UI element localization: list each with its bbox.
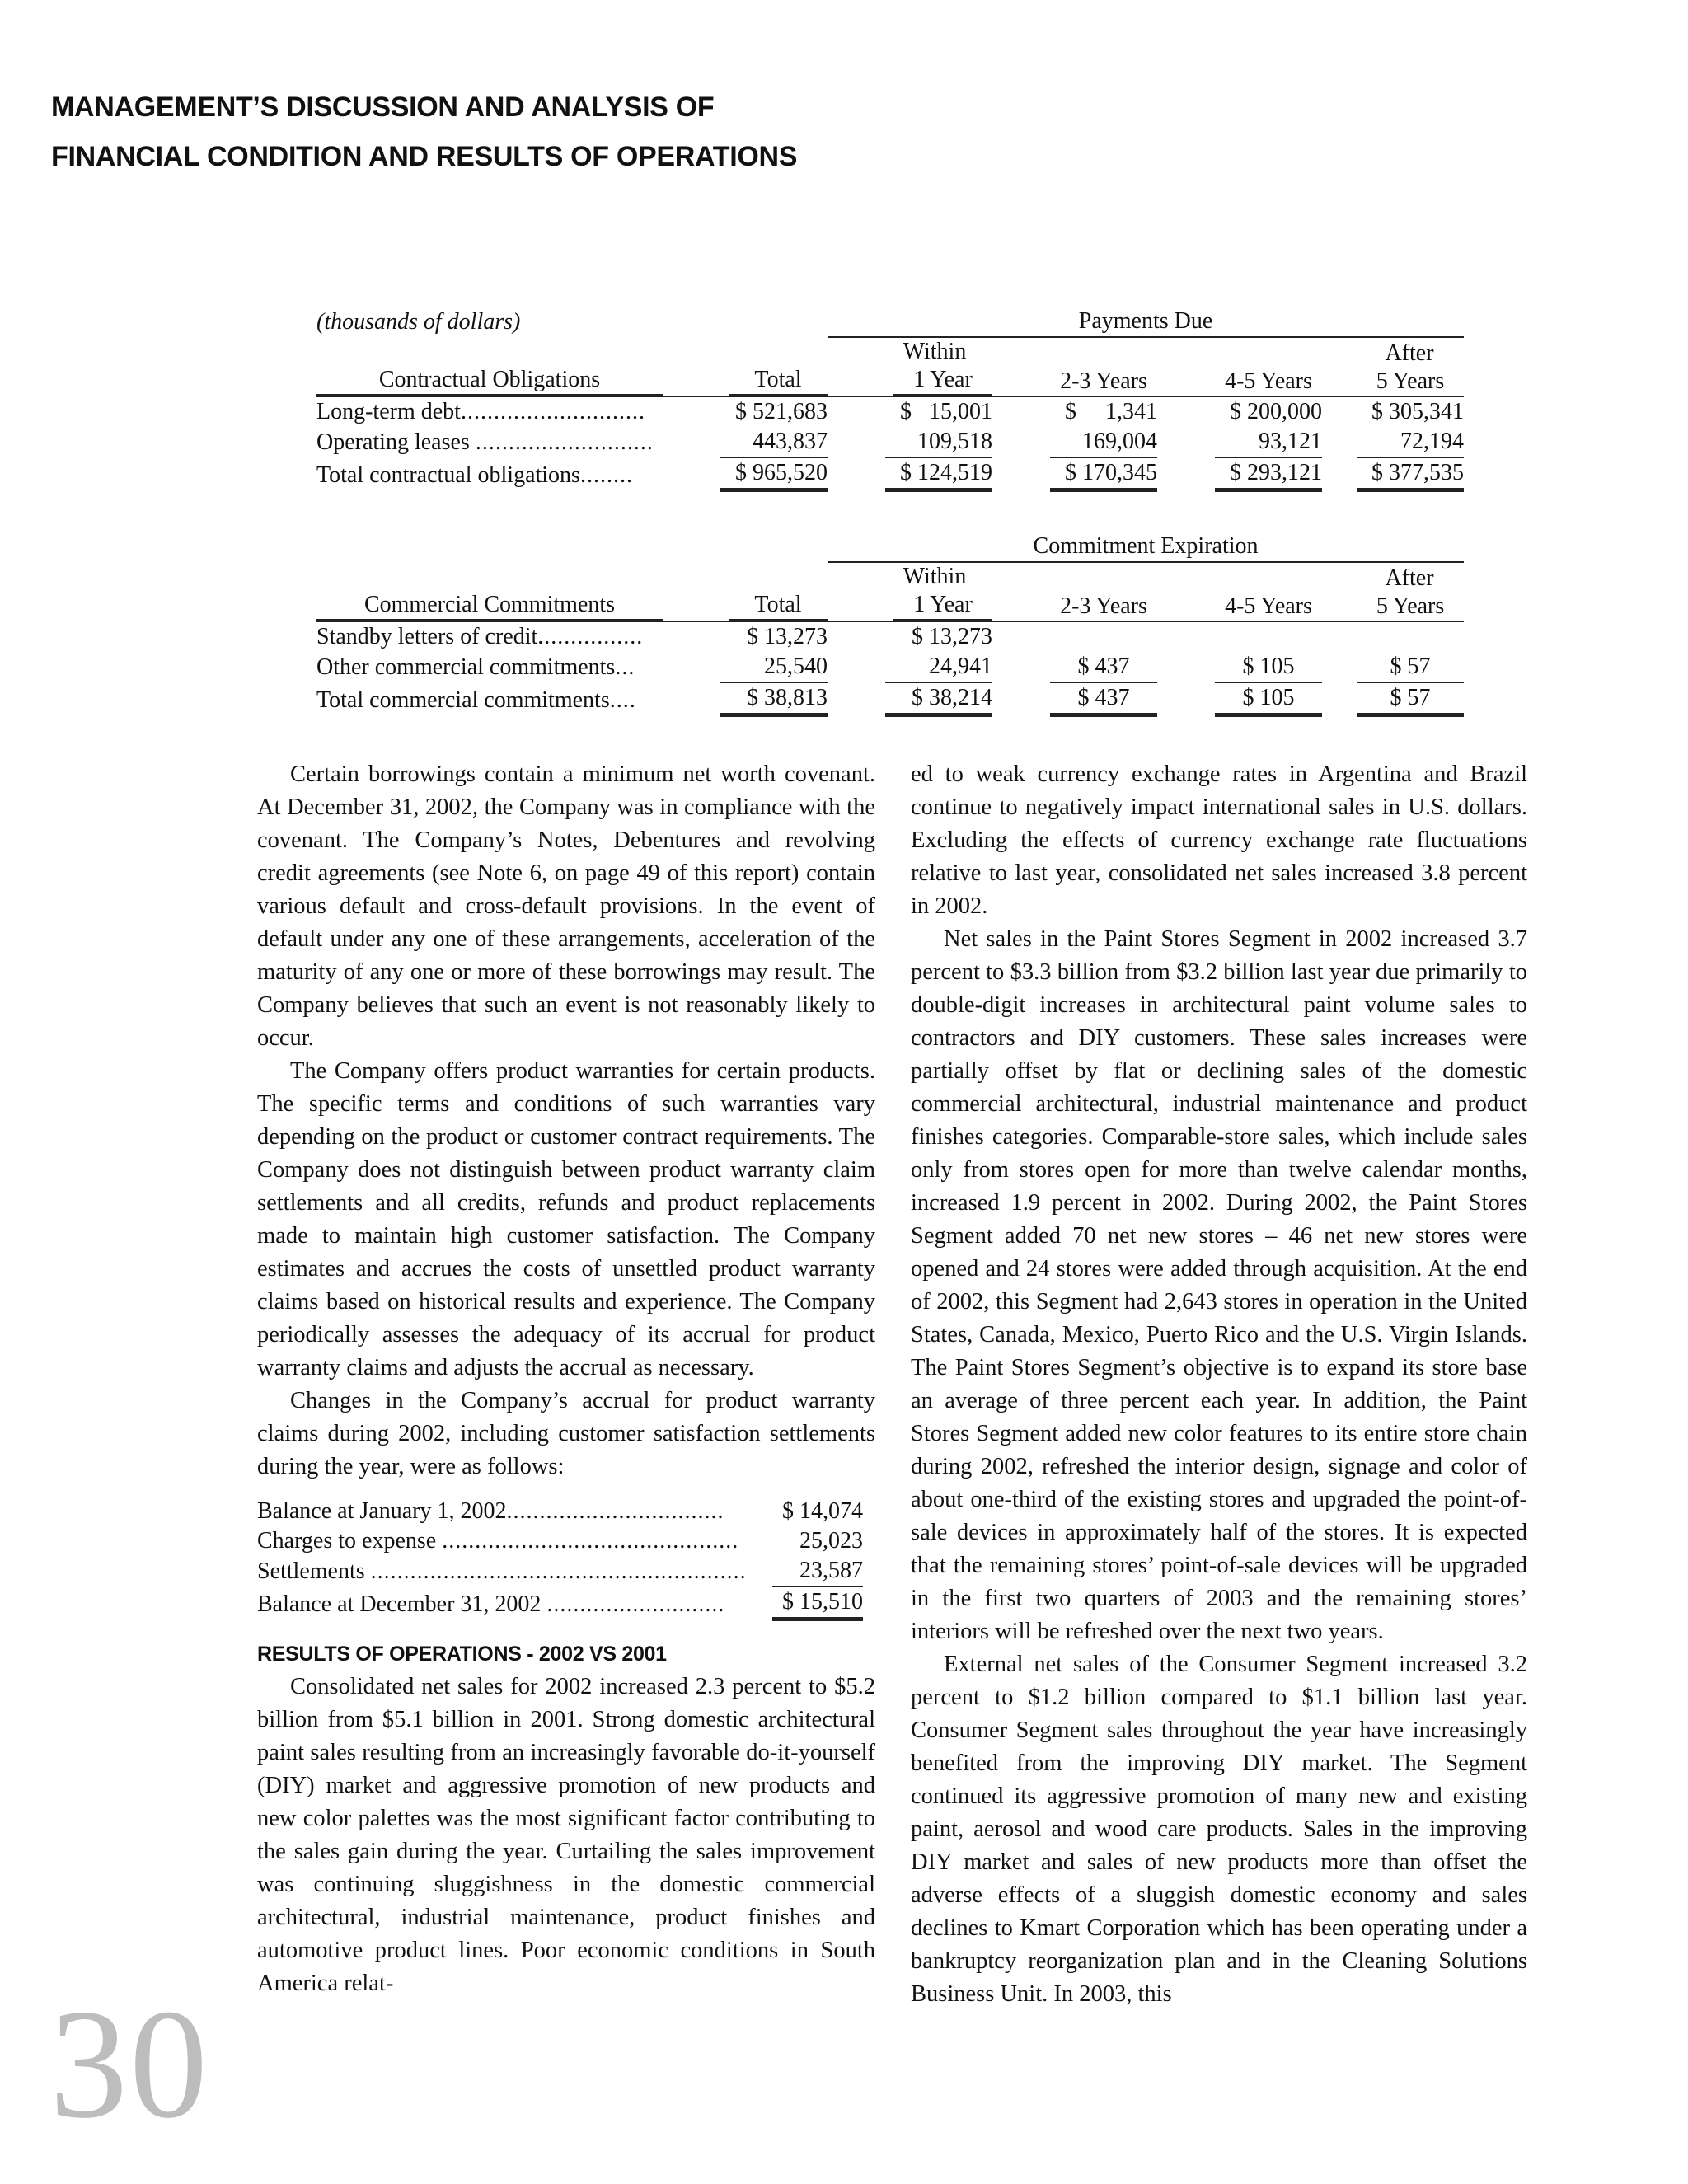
- paragraph-paint-stores: Net sales in the Paint Stores Segment in 2002 increased 3.7 percent to $3.3 billion from $3.2 billion last year due primarily to double-digit increases in architectural paint volume sales to contractors and DIY customers. These sales increases were partially offset by flat or declining sales of the domestic commercial architectural, industrial maintenance and product finishes categories. Comparable-store sales, which include sales only from stores open for more than twelve calendar months, increased 1.9 percent in 2002. During 2002, the Paint Stores Segment added 70 net new stores – 46 net new stores were opened and 24 stores were added through acquisition. At the end of 2002, this Segment had 2,643 stores in operation in the United States, Canada, Mexico, Puerto Rico and the U.S. Virgin Islands. The Paint Stores Segment’s objective is to expand its store base an average of three percent each year. In addition, the Paint Stores Segment added new color features to its entire store chain during 2002, refreshed the interior design, signage and color of about one-third of the existing stores and upgraded the point-of-sale devices in approximately half of the stores. It is expected that the remaining stores’ point-of-sale devices will be upgraded in the first two quarters of 2003 and the remaining stores’ interiors will be refreshed over the next two years.: [911, 926, 1527, 1644]
- col-4-5-years: 4-5 Years: [1225, 368, 1312, 394]
- unit-note: (thousands of dollars): [316, 308, 521, 335]
- paragraph-currency: ed to weak currency exchange rates in Argentina and Brazil continue to negatively impact international sales in U.S. dollars. Excluding the effects of currency exchange rate fluctuations relative to last year, consolidated net sales increased 3.8 percent in 2002.: [911, 762, 1527, 919]
- table-row: Balance at January 1, 2002................................. $ 14,074: [257, 1498, 863, 1524]
- col-after-5-years: After 5 Years: [1376, 340, 1445, 394]
- paragraph-warranties: The Company offers product warranties for certain products. The specific terms and conditions of such warranties vary depending on the product or customer contract requirements. The Company does not distinguish between product warranty claim settlements and all credits, refunds and product replacements made to maintain high customer satisfaction. The Company estimates and accrues the costs of unsettled product warranty claims based on historical results and experience. The Company periodically assesses the adequacy of its accrual for product warranty claims and adjusts the accrual as necessary.: [257, 1058, 875, 1380]
- page-number: 30: [49, 1978, 209, 2151]
- heading-line-1: MANAGEMENT’S DISCUSSION AND ANALYSIS OF: [51, 91, 715, 123]
- warranty-accrual-table: [257, 1497, 863, 1621]
- col-within-1-year: Within 1 Year: [828, 562, 992, 621]
- table-row: Total commercial commitments.... $ 38,813 $ 38,214 $ 437 $ 105 $ 57: [316, 683, 1464, 717]
- table-row: Other commercial commitments... 25,540 24,941 $ 437 $ 105 $ 57: [316, 652, 1464, 683]
- payments-due-header: Payments Due: [828, 307, 1464, 337]
- table-row: Charges to expense ............................................. 25,023: [257, 1528, 863, 1554]
- contractual-obligations-table: [316, 307, 1464, 492]
- commercial-commitments-table: [316, 532, 1464, 717]
- commercial-row-header: Commercial Commitments: [316, 562, 663, 621]
- commitment-expiration-header: Commitment Expiration: [828, 532, 1464, 562]
- page-heading: [51, 82, 797, 181]
- table-row: Total contractual obligations........ $ 965,520 $ 124,519 $ 170,345 $ 293,121 $ 377,535: [316, 458, 1464, 492]
- results-section-heading: RESULTS OF OPERATIONS - 2002 VS 2001: [257, 1643, 667, 1666]
- heading-line-2: FINANCIAL CONDITION AND RESULTS OF OPERATIONS: [51, 141, 798, 172]
- contractual-row-header: Contractual Obligations: [316, 337, 663, 396]
- table-row: Standby letters of credit................ $ 13,273 $ 13,273: [316, 621, 1464, 652]
- paragraph-consumer-segment: External net sales of the Consumer Segment increased 3.2 percent to $1.2 billion compared to $1.1 billion last year. Consumer Segment sales throughout the year have increasingly benefited from the improving DIY market. The Segment continued its aggressive promotion of many new and existing paint, aerosol and wood care products. Sales in the improving DIY market and sales of new products more than offset the adverse effects of a sluggish domestic economy and sales declines to Kmart Corporation which has been operating under a bankruptcy reorganization plan and in the Cleaning Solutions Business Unit. In 2003, this: [911, 1652, 1527, 2007]
- paragraph-consolidated-sales: Consolidated net sales for 2002 increased 2.3 percent to $5.2 billion from $5.1 billion in 2001. Strong domestic architectural paint sales resulting from an increasingly favorable do-it-yourself (DIY) market and aggressive promotion of new products and new color palettes was the most significant factor contributing to the sales gain during the year. Curtailing the sales improvement was continuing sluggishness in the domestic commercial architectural, industrial maintenance, product finishes and automotive product lines. Poor economic conditions in South America relat-: [257, 1674, 875, 1996]
- col-within-1-year: Within 1 Year: [828, 337, 992, 396]
- col-2-3-years: 2-3 Years: [1060, 593, 1147, 619]
- table-row: Long-term debt............................ $ 521,683 $ 15,001 $ 1,341 $ 200,000 $ 305,341: [316, 396, 1464, 427]
- col-4-5-years: 4-5 Years: [1225, 593, 1312, 619]
- right-text-column: [911, 758, 1527, 2011]
- col-2-3-years: 2-3 Years: [1060, 368, 1147, 394]
- paragraph-covenant: Certain borrowings contain a minimum net worth covenant. At December 31, 2002, the Company was in compliance with the covenant. The Company’s Notes, Debentures and revolving credit agreements (see Note 6, on page 49 of this report) contain various default and cross-default provisions. In the event of default under any one of these arrangements, acceleration of the maturity of any one or more of these borrowings may result. The Company believes that such an event is not reasonably likely to occur.: [257, 762, 875, 1051]
- table-row: Settlements ......................................................... 23,587: [257, 1556, 863, 1587]
- paragraph-accrual-changes: Changes in the Company’s accrual for product warranty claims during 2002, including customer satisfaction settlements during the year, were as follows:: [257, 1388, 875, 1479]
- table-row: Operating leases ........................... 443,837 109,518 169,004 93,121 72,194: [316, 427, 1464, 458]
- table-row: Balance at December 31, 2002 ........................... $ 15,510: [257, 1587, 863, 1621]
- col-total: Total: [663, 562, 828, 621]
- left-text-column: [257, 758, 875, 2000]
- col-after-5-years: After 5 Years: [1376, 565, 1445, 619]
- col-total: Total: [663, 337, 828, 396]
